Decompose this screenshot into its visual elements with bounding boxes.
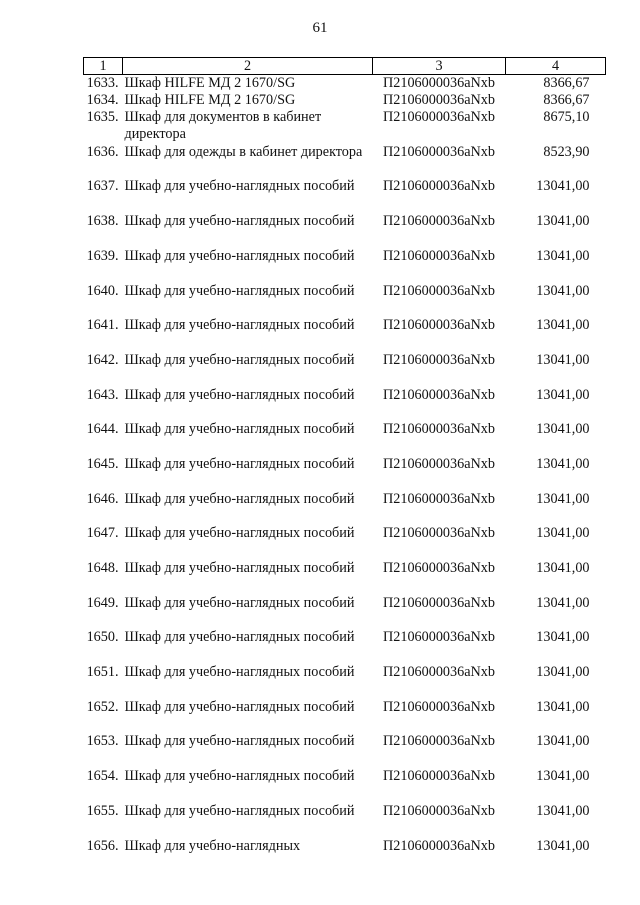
table-row xyxy=(84,838,606,855)
item-code: П2106000036aNxb xyxy=(383,455,495,472)
item-code: П2106000036aNxb xyxy=(383,421,495,438)
item-name: Шкаф для учебно-наглядных пособий xyxy=(124,698,355,715)
item-code: П2106000036aNxb xyxy=(383,282,495,299)
table-row xyxy=(84,75,606,92)
row-number: 1643. xyxy=(86,386,119,403)
item-code: П2106000036aNxb xyxy=(383,629,495,646)
item-price: 8675,10 xyxy=(543,109,590,126)
table-row xyxy=(84,456,606,491)
item-name: Шкаф HILFE МД 2 1670/SG xyxy=(124,91,296,108)
item-name: Шкаф для учебно-наглядных пособий xyxy=(124,421,355,438)
table-row xyxy=(84,92,606,109)
table-row xyxy=(84,768,606,803)
header-col-1: 1 xyxy=(84,58,123,75)
item-code: П2106000036aNxb xyxy=(383,525,495,542)
item-name: Шкаф для документов в кабинет директора xyxy=(124,109,322,142)
item-price: 13041,00 xyxy=(536,525,590,542)
item-code: П2106000036aNxb xyxy=(383,768,495,785)
row-number: 1656. xyxy=(86,837,119,854)
item-name: Шкаф для учебно-наглядных пособий xyxy=(124,317,355,334)
item-name: Шкаф для учебно-наглядных пособий xyxy=(124,560,355,577)
table-row xyxy=(84,421,606,456)
item-price: 13041,00 xyxy=(536,178,590,195)
row-number: 1635. xyxy=(86,109,119,126)
item-price: 13041,00 xyxy=(536,768,590,785)
item-price: 13041,00 xyxy=(536,629,590,646)
table-row xyxy=(84,664,606,699)
item-name: Шкаф для учебно-наглядных пособий xyxy=(124,247,355,264)
row-number: 1647. xyxy=(86,525,119,542)
table-row xyxy=(84,387,606,422)
item-name: Шкаф для учебно-наглядных пособий xyxy=(124,351,355,368)
item-code: П2106000036aNxb xyxy=(383,594,495,611)
item-name: Шкаф для учебно-наглядных пособий xyxy=(124,178,355,195)
table-body xyxy=(84,75,606,855)
row-number: 1636. xyxy=(86,143,119,160)
item-name: Шкаф для учебно-наглядных пособий xyxy=(124,282,355,299)
item-name: Шкаф для учебно-наглядных пособий xyxy=(124,525,355,542)
item-code: П2106000036aNxb xyxy=(383,733,495,750)
item-code: П2106000036aNxb xyxy=(383,490,495,507)
table-row xyxy=(84,733,606,768)
table-row xyxy=(84,352,606,387)
item-price: 13041,00 xyxy=(536,560,590,577)
header-col-2: 2 xyxy=(123,58,373,75)
item-code: П2106000036aNxb xyxy=(383,75,495,91)
item-code: П2106000036aNxb xyxy=(383,178,495,195)
table-header xyxy=(84,58,606,75)
table-row xyxy=(84,109,606,144)
item-price: 13041,00 xyxy=(536,247,590,264)
item-name: Шкаф для учебно-наглядных пособий xyxy=(124,455,355,472)
table-row xyxy=(84,560,606,595)
item-price: 13041,00 xyxy=(536,213,590,230)
row-number: 1644. xyxy=(86,421,119,438)
row-number: 1651. xyxy=(86,664,119,681)
row-number: 1650. xyxy=(86,629,119,646)
item-price: 13041,00 xyxy=(536,837,590,854)
item-price: 13041,00 xyxy=(536,351,590,368)
table-row xyxy=(84,803,606,838)
row-number: 1652. xyxy=(86,698,119,715)
item-code: П2106000036aNxb xyxy=(383,802,495,819)
table-row xyxy=(84,144,606,179)
item-code: П2106000036aNxb xyxy=(383,837,495,854)
item-name: Шкаф для учебно-наглядных пособий xyxy=(124,664,355,681)
item-name: Шкаф для учебно-наглядных пособий xyxy=(124,213,355,230)
item-name: Шкаф для одежды в кабинет директора xyxy=(124,143,363,160)
item-code: П2106000036aNxb xyxy=(383,91,495,108)
row-number: 1641. xyxy=(86,317,119,334)
row-number: 1655. xyxy=(86,802,119,819)
item-name: Шкаф для учебно-наглядных пособий xyxy=(124,594,355,611)
table-row xyxy=(84,283,606,318)
item-code: П2106000036aNxb xyxy=(383,109,495,126)
table-row xyxy=(84,595,606,630)
item-code: П2106000036aNxb xyxy=(383,143,495,160)
item-name: Шкаф для учебно-наглядных пособий xyxy=(124,490,355,507)
item-price: 13041,00 xyxy=(536,421,590,438)
item-name: Шкаф HILFE МД 2 1670/SG xyxy=(124,75,296,91)
row-number: 1654. xyxy=(86,768,119,785)
item-name: Шкаф для учебно-наглядных пособий xyxy=(124,768,355,785)
table-row xyxy=(84,491,606,526)
item-code: П2106000036aNxb xyxy=(383,247,495,264)
row-number: 1640. xyxy=(86,282,119,299)
row-number: 1637. xyxy=(86,178,119,195)
item-code: П2106000036aNxb xyxy=(383,698,495,715)
table-row xyxy=(84,213,606,248)
header-col-4: 4 xyxy=(506,58,606,75)
row-number: 1653. xyxy=(86,733,119,750)
item-price: 8366,67 xyxy=(543,75,590,91)
row-number: 1648. xyxy=(86,560,119,577)
item-price: 13041,00 xyxy=(536,386,590,403)
item-price: 8366,67 xyxy=(543,91,590,108)
row-number: 1633. xyxy=(86,75,119,91)
item-price: 13041,00 xyxy=(536,282,590,299)
item-code: П2106000036aNxb xyxy=(383,664,495,681)
item-price: 13041,00 xyxy=(536,733,590,750)
item-name: Шкаф для учебно-наглядных xyxy=(124,837,301,854)
item-price: 13041,00 xyxy=(536,594,590,611)
header-row xyxy=(84,58,606,75)
table-row xyxy=(84,178,606,213)
row-number: 1638. xyxy=(86,213,119,230)
item-price: 13041,00 xyxy=(536,455,590,472)
row-number: 1646. xyxy=(86,490,119,507)
row-number: 1649. xyxy=(86,594,119,611)
item-name: Шкаф для учебно-наглядных пособий xyxy=(124,386,355,403)
inventory-table xyxy=(83,57,606,855)
item-price: 13041,00 xyxy=(536,802,590,819)
item-code: П2106000036aNxb xyxy=(383,386,495,403)
table-row xyxy=(84,525,606,560)
page-number: 61 xyxy=(312,20,328,36)
item-code: П2106000036aNxb xyxy=(383,213,495,230)
item-code: П2106000036aNxb xyxy=(383,351,495,368)
item-price: 8523,90 xyxy=(543,143,590,160)
row-number: 1642. xyxy=(86,351,119,368)
item-price: 13041,00 xyxy=(536,664,590,681)
item-name: Шкаф для учебно-наглядных пособий xyxy=(124,802,355,819)
item-name: Шкаф для учебно-наглядных пособий xyxy=(124,629,355,646)
row-number: 1639. xyxy=(86,247,119,264)
table-row xyxy=(84,248,606,283)
header-col-3: 3 xyxy=(373,58,506,75)
item-code: П2106000036aNxb xyxy=(383,317,495,334)
row-number: 1634. xyxy=(86,91,119,108)
table-row xyxy=(84,629,606,664)
item-price: 13041,00 xyxy=(536,317,590,334)
item-price: 13041,00 xyxy=(536,698,590,715)
item-code: П2106000036aNxb xyxy=(383,560,495,577)
item-name: Шкаф для учебно-наглядных пособий xyxy=(124,733,355,750)
table-row xyxy=(84,317,606,352)
table-row xyxy=(84,699,606,734)
item-price: 13041,00 xyxy=(536,490,590,507)
row-number: 1645. xyxy=(86,455,119,472)
